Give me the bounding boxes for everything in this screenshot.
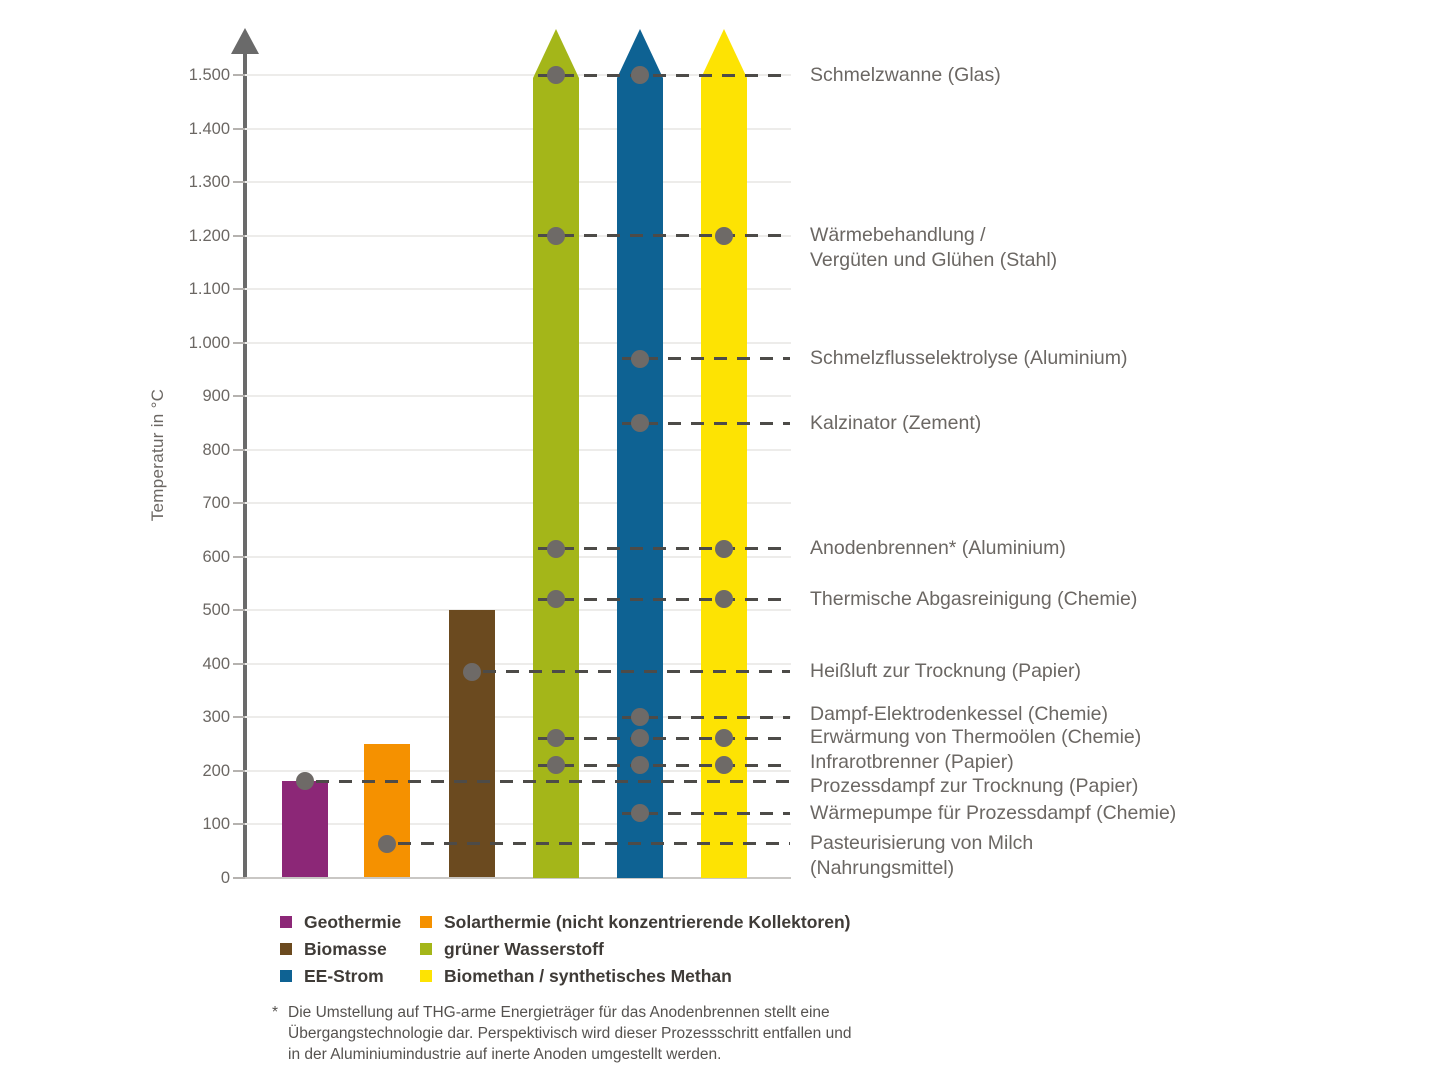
process-dot [631,414,649,432]
legend-swatch [420,916,432,928]
process-dot [547,540,565,558]
process-label [810,587,1137,612]
process-dash-line [398,842,790,845]
legend-swatch [280,970,292,982]
legend-label: grüner Wasserstoff [444,939,604,959]
tick-label: 700 [202,494,230,513]
process-dot [463,663,481,681]
process-label-line: Thermische Abgasreinigung (Chemie) [810,587,1138,610]
tick-label: 100 [202,815,230,834]
process-label-line: Wärmepumpe für Prozessdampf (Chemie) [810,801,1177,824]
process-label [810,223,1057,273]
tick-mark [233,395,245,397]
footnote-line: in der Aluminiumindustrie auf inerte Anoden umgestellt werden. [288,1046,722,1063]
tick-mark [233,128,245,130]
process-label-line: Wärmebehandlung / [810,224,986,247]
process-label [810,702,1108,727]
bar-0 [282,781,328,877]
tick-label: 1.100 [188,280,230,299]
process-label [810,63,1001,88]
legend-swatch [420,943,432,955]
bar-1 [364,744,410,878]
process-label [810,801,1176,826]
process-dash-line [538,764,790,767]
tick-mark [233,342,245,344]
process-dot [547,227,565,245]
tick-label: 1.300 [188,173,230,192]
legend-swatch [280,916,292,928]
process-label-line: Schmelzwanne (Glas) [810,63,1001,86]
bar-2 [449,610,495,877]
tick-mark [233,181,245,183]
process-label-line: Schmelzflusselektrolyse (Aluminium) [810,347,1128,370]
process-label-line: Prozessdampf zur Trocknung (Papier) [810,774,1139,797]
tick-mark [233,823,245,825]
tick-label: 500 [202,601,230,620]
process-label-line: Erwärmung von Thermoölen (Chemie) [810,725,1142,748]
process-label [810,536,1066,561]
tick-mark [233,502,245,504]
tick-label: 300 [202,708,230,727]
tick-mark [233,877,245,879]
tick-label: 200 [202,761,230,780]
tick-label: 1.400 [188,119,230,138]
y-axis-line [243,46,247,878]
tick-mark [233,716,245,718]
tick-mark [233,74,245,76]
legend-label: Solarthermie (nicht konzentrierende Kollektoren) [444,912,851,932]
footnote [272,1002,851,1065]
legend-swatch [420,970,432,982]
tick-label: 400 [202,654,230,673]
process-label-line: Vergüten und Glühen (Stahl) [810,249,1058,272]
tick-label: 0 [220,868,230,887]
process-label-line: Dampf-Elektrodenkessel (Chemie) [810,702,1109,725]
footnote-line: Die Umstellung auf THG-arme Energieträger für das Anodenbrennen stellt eine [288,1004,830,1021]
bar-arrow-cap-5 [701,29,747,78]
tick-mark [233,609,245,611]
process-dash-line [538,598,790,601]
process-dash-line [483,670,790,673]
process-dot [631,350,649,368]
tick-mark [233,449,245,451]
process-label-line: Anodenbrennen* (Aluminium) [810,537,1066,560]
tick-mark [233,663,245,665]
legend-label: Geothermie [304,912,402,932]
process-label [810,750,1014,775]
process-label [810,725,1141,750]
process-dash-line [538,74,790,77]
process-dot [715,227,733,245]
process-label-line: Heißluft zur Trocknung (Papier) [810,660,1081,683]
footnote-marker: * [272,1004,279,1021]
footnote-text [288,1002,851,1065]
process-label-line: Infrarotbrenner (Papier) [810,750,1014,773]
process-dot [631,708,649,726]
process-label-line: (Nahrungsmittel) [810,857,955,880]
legend-label: Biomasse [304,939,387,959]
footnote-line: Übergangstechnologie dar. Perspektivisch wird dieser Prozessschritt entfallen und [288,1025,852,1042]
tick-mark [233,770,245,772]
tick-label: 900 [202,387,230,406]
process-label [810,659,1081,684]
process-label [810,774,1138,799]
process-label [810,346,1128,371]
process-dash-line [538,737,790,740]
process-dot [378,835,396,853]
y-axis-title: Temperatur in °C [148,388,167,522]
tick-label: 600 [202,547,230,566]
y-axis-arrow-icon [231,28,259,54]
tick-label: 1.500 [188,66,230,85]
tick-mark [233,235,245,237]
process-dash-line [538,547,790,550]
process-label-line: Kalzinator (Zement) [810,411,982,434]
legend-label: EE-Strom [304,966,384,986]
tick-label: 1.200 [188,226,230,245]
tick-mark [233,556,245,558]
process-label [810,831,1033,881]
process-dash-line [316,780,790,783]
process-label [810,411,981,436]
tick-label: 800 [202,440,230,459]
tick-label: 1.000 [188,333,230,352]
process-label-line: Pasteurisierung von Milch [810,832,1034,855]
legend-label: Biomethan / synthetisches Methan [444,966,732,986]
process-dot [715,540,733,558]
tick-mark [233,288,245,290]
process-dash-line [538,234,790,237]
legend-swatch [280,943,292,955]
